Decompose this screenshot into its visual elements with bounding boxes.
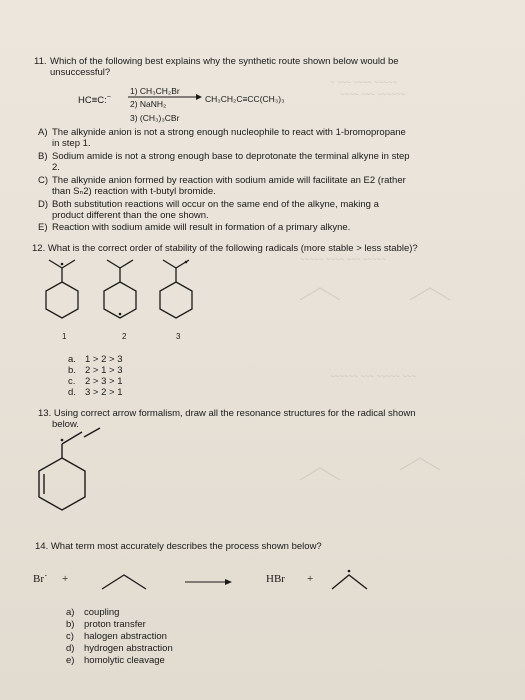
bleed-through-text: ~~~~~~ ~~~ ~~~~~ ~~~ <box>330 372 417 381</box>
q11-option-a-line2: in step 1. <box>52 138 91 149</box>
q12-radical-dot-3 <box>185 261 188 264</box>
q14-hbr: HBr <box>266 573 285 585</box>
q12-option-a-letter[interactable]: a. <box>68 354 76 365</box>
q14-option-c-text: halogen abstraction <box>84 631 167 642</box>
q11-option-d-line1: Both substitution reactions will occur on the same end of the alkyne, making a <box>52 199 379 210</box>
q11-option-b-letter[interactable]: B) <box>38 151 48 162</box>
q12-option-b-letter[interactable]: b. <box>68 365 76 376</box>
q13-radical-structure <box>39 428 100 510</box>
q11-option-a-letter[interactable]: A) <box>38 127 48 138</box>
q14-plus-2: + <box>307 573 314 585</box>
q12-option-d-text: 3 > 2 > 1 <box>85 387 123 398</box>
q11-step3: 3) (CH₃)₃CBr <box>130 113 180 123</box>
q14-option-d-letter[interactable]: d) <box>66 643 75 654</box>
q11-stem-line2: unsuccessful? <box>50 67 111 78</box>
q11-option-e-letter[interactable]: E) <box>38 222 48 233</box>
q11-reactant: HC≡C:− <box>78 94 111 107</box>
q14-option-e-letter[interactable]: e) <box>66 655 75 666</box>
q12-radical-dot-1 <box>61 263 64 266</box>
q11-option-c-line2: than Sₙ2) reaction with t-butyl bromide. <box>52 186 216 197</box>
q14-option-c-letter[interactable]: c) <box>66 631 74 642</box>
q11-option-a-line1: The alkynide anion is not a strong enough nucleophile to react with 1-bromopropane <box>52 127 406 138</box>
q13-stem-line2: below. <box>52 419 79 430</box>
q11-option-b-line2: 2. <box>52 162 60 173</box>
q14-radical-dot <box>348 570 351 573</box>
q11-number: 11. <box>34 56 47 67</box>
q12-option-d-letter[interactable]: d. <box>68 387 76 398</box>
q11-stem-line1: Which of the following best explains why the synthetic route shown below would be <box>50 56 399 67</box>
q12-structure-label-3: 3 <box>176 332 181 341</box>
q14-isopropyl-radical-structure <box>332 575 367 589</box>
q12-option-c-text: 2 > 3 > 1 <box>85 376 123 387</box>
q11-reaction-arrow <box>128 94 202 100</box>
bleed-through-text: ~~~~ ~~~ ~~~~~~ <box>340 90 406 99</box>
bleed-through-text: ~ ~~~ ~~~~ ~~~~~ <box>330 78 398 87</box>
q12-radical-structure-3 <box>160 260 192 318</box>
q12-option-b-text: 2 > 1 > 3 <box>85 365 123 376</box>
q12-stem: 12. What is the correct order of stability of the following radicals (more stable > less stable)? <box>32 243 418 254</box>
q14-stem: 14. What term most accurately describes the process shown below? <box>35 541 322 552</box>
q12-radical-dot-2 <box>119 313 122 316</box>
q12-radical-structure-2 <box>104 260 136 318</box>
q14-option-d-text: hydrogen abstraction <box>84 643 173 654</box>
q14-option-a-letter[interactable]: a) <box>66 607 75 618</box>
q11-step2: 2) NaNH₂ <box>130 99 167 109</box>
q11-option-b-line1: Sodium amide is not a strong enough base to deprotonate the terminal alkyne in step <box>52 151 410 162</box>
q11-option-c-letter[interactable]: C) <box>38 175 49 186</box>
q12-option-a-text: 1 > 2 > 3 <box>85 354 123 365</box>
q12-option-c-letter[interactable]: c. <box>68 376 76 387</box>
q11-option-d-letter[interactable]: D) <box>38 199 49 210</box>
q14-option-b-letter[interactable]: b) <box>66 619 75 630</box>
q12-structure-label-2: 2 <box>122 332 127 341</box>
q12-radical-structure-1 <box>46 260 78 318</box>
q14-propane-structure <box>102 575 146 589</box>
q14-plus-1: + <box>62 573 69 585</box>
q11-option-e-line1: Reaction with sodium amide will result in formation of a primary alkyne. <box>52 222 351 233</box>
bleed-through-drawings <box>300 288 450 480</box>
q11-option-d-line2: product different than the one shown. <box>52 210 209 221</box>
q14-reaction-arrow <box>185 579 232 585</box>
q11-product: CH₃CH₂C≡CC(CH₃)₃ <box>205 94 285 104</box>
q14-bromine-radical: Br˙ <box>33 573 48 585</box>
q11-step1: 1) CH₃CH₂Br <box>130 86 180 96</box>
q13-radical-dot <box>61 439 64 442</box>
q14-option-b-text: proton transfer <box>84 619 146 630</box>
q13-stem-line1: 13. Using correct arrow formalism, draw all the resonance structures for the radical shown <box>38 408 416 419</box>
bleed-through-text: ~~~~~ ~~~~ ~~~ ~~~~~ <box>300 255 387 264</box>
q14-option-e-text: homolytic cleavage <box>84 655 165 666</box>
q14-option-a-text: coupling <box>84 607 120 618</box>
q12-structure-label-1: 1 <box>62 332 67 341</box>
q11-option-c-line1: The alkynide anion formed by reaction with sodium amide will facilitate an E2 (rather <box>52 175 406 186</box>
